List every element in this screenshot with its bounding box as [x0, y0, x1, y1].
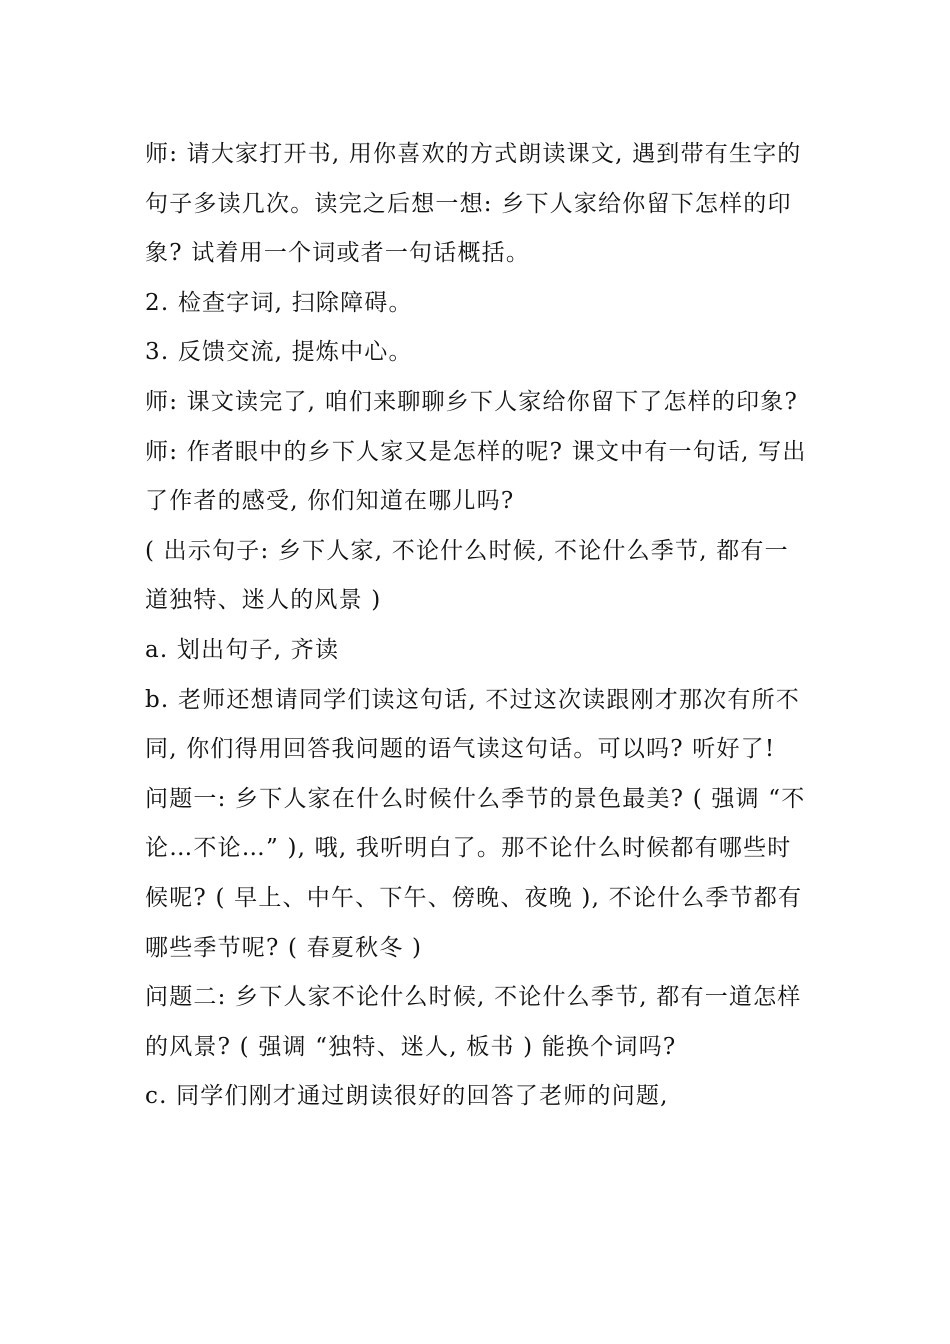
paragraph-question-two: 问题二: 乡下人家不论什么时候, 不论什么季节, 都有一道怎样的风景? ( 强调 “独特、迷人, 板书 ) 能换个词吗? — [145, 984, 802, 1060]
paragraph-show-sentence: ( 出示句子: 乡下人家, 不论什么时候, 不论什么季节, 都有一道独特、迷人的风景 ) — [145, 537, 789, 614]
paragraph-item-b: b. 老师还想请同学们读这句话, 不过这次读跟刚才那次有所不同, 你们得用回答我问题的语气读这句话。可以吗? 听好了! — [145, 686, 800, 763]
document-body — [145, 130, 810, 1122]
paragraph-teacher-question-impression: 师: 课文读完了, 咱们来聊聊乡下人家给你留下了怎样的印象? — [145, 388, 799, 415]
paragraph-item-a: a. 划出句子, 齐读 — [145, 636, 340, 663]
paragraph-teacher-question-author: 师: 作者眼中的乡下人家又是怎样的呢? 课文中有一句话, 写出了作者的感受, 你们知道在哪儿吗? — [145, 438, 807, 515]
paragraph-step-3: 3. 反馈交流, 提炼中心。 — [145, 339, 413, 366]
paragraph-step-2: 2. 检查字词, 扫除障碍。 — [145, 289, 413, 316]
paragraph-teacher-instruction: 师: 请大家打开书, 用你喜欢的方式朗读课文, 遇到带有生字的句子多读几次。读完之后想一想: 乡下人家给你留下怎样的印象? 试着用一个词或者一句话概括。 — [145, 141, 802, 267]
paragraph-item-c: c. 同学们刚才通过朗读很好的回答了老师的问题, — [145, 1083, 669, 1110]
paragraph-question-one: 问题一: 乡下人家在什么时候什么季节的景色最美? ( 强调 “不论…不论…” ), 哦, 我听明白了。那不论什么时候都有哪些时候呢? ( 早上、中午、下午、傍晚、夜晚 ), 不论什么季节都有哪些季节呢? ( 春夏秋冬 ) — [145, 785, 806, 961]
